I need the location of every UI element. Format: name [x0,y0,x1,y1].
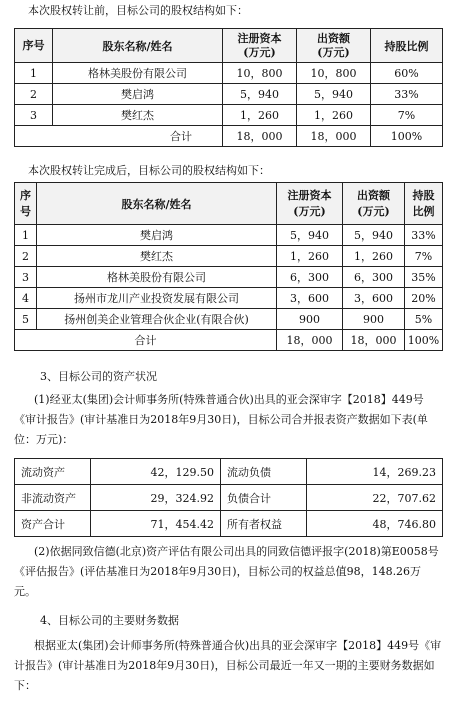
cell-index: 2 [15,84,53,105]
cell-value: 71，454.42 [91,511,221,537]
cell-value: 14，269.23 [307,459,443,485]
table-row [15,84,443,105]
cell-registered-capital: 10，800 [223,63,297,84]
header-index: 序号 [15,29,53,63]
cell-value: 48，746.80 [307,511,443,537]
appraisal-paragraph-2: (2)依据同致信德(北京)资产评估有限公司出具的同致信德评报字(2018)第E0058号《评估报告》(评估基准日为2018年9月30日)，目标公司的权益总值98，148.26万元。 [14,545,439,598]
equity-table-before [14,28,443,147]
cell-registered-capital: 3，600 [277,288,343,309]
table-row [15,309,443,330]
cell-value: 29，324.92 [91,485,221,511]
total-registered-capital: 18，000 [277,330,343,351]
equity-table-after [14,182,443,351]
cell-value: 22，707.62 [307,485,443,511]
cell-shareholder: 樊红杰 [37,246,277,267]
cell-percentage: 35% [405,267,443,288]
cell-label: 资产合计 [15,511,91,537]
table-row [15,246,443,267]
total-contribution: 18，000 [343,330,405,351]
cell-registered-capital: 5，940 [223,84,297,105]
cell-shareholder: 樊红杰 [53,105,223,126]
table-row [15,288,443,309]
table-row [15,485,443,511]
cell-registered-capital: 6，300 [277,267,343,288]
header-contribution: 出资额 (万元) [343,183,405,225]
cell-index: 1 [15,225,37,246]
header-shareholder: 股东名称/姓名 [37,183,277,225]
cell-index: 5 [15,309,37,330]
cell-percentage: 20% [405,288,443,309]
table-row [15,267,443,288]
cell-shareholder: 樊启鸿 [53,84,223,105]
header-shareholder: 股东名称/姓名 [53,29,223,63]
header-index: 序 号 [15,183,37,225]
cell-shareholder: 扬州市龙川产业投资发展有限公司 [37,288,277,309]
cell-label: 流动资产 [15,459,91,485]
cell-contribution: 3，600 [343,288,405,309]
header-percentage: 持股 比例 [405,183,443,225]
cell-value: 42，129.50 [91,459,221,485]
total-contribution: 18，000 [297,126,371,147]
cell-registered-capital: 1，260 [223,105,297,126]
header-registered-capital: 注册资本 (万元) [223,29,297,63]
cell-label: 负债合计 [221,485,307,511]
cell-percentage: 33% [371,84,443,105]
cell-contribution: 5，940 [343,225,405,246]
audit-paragraph-3: 根据亚太(集团)会计师事务所(特殊普通合伙)出具的亚会深审字【2018】449号《审计报告》(审计基准日为2018年9月30日)，目标公司最近一年又一期的主要财务数据如下： [14,639,442,692]
total-label: 合计 [15,126,223,147]
table-total-row [15,330,443,351]
table-row [15,225,443,246]
cell-contribution: 900 [343,309,405,330]
cell-contribution: 6，300 [343,267,405,288]
total-percentage: 100% [405,330,443,351]
table-row [15,459,443,485]
cell-shareholder: 格林美股份有限公司 [37,267,277,288]
cell-percentage: 7% [405,246,443,267]
table-row [15,511,443,537]
header-contribution: 出资额 (万元) [297,29,371,63]
total-percentage: 100% [371,126,443,147]
header-registered-capital: 注册资本 (万元) [277,183,343,225]
cell-shareholder: 樊启鸿 [37,225,277,246]
cell-registered-capital: 5，940 [277,225,343,246]
cell-registered-capital: 900 [277,309,343,330]
table-header-row [15,29,443,63]
cell-registered-capital: 1，260 [277,246,343,267]
asset-summary-table [14,458,443,537]
cell-index: 3 [15,105,53,126]
table-header-row [15,183,443,225]
audit-paragraph-1: (1)经亚太(集团)会计师事务所(特殊普通合伙)出具的亚会深审字【2018】449号《审计报告》(审计基准日为2018年9月30日)，目标公司合并报表资产数据如下表(单位：万元)： [14,393,428,446]
cell-percentage: 60% [371,63,443,84]
total-label: 合计 [15,330,277,351]
cell-percentage: 7% [371,105,443,126]
cell-contribution: 1，260 [343,246,405,267]
cell-contribution: 5，940 [297,84,371,105]
cell-percentage: 5% [405,309,443,330]
table-total-row [15,126,443,147]
intro-before-transfer: 本次股权转让前，目标公司的股权结构如下： [28,4,248,17]
cell-shareholder: 格林美股份有限公司 [53,63,223,84]
cell-contribution: 1，260 [297,105,371,126]
header-percentage: 持股比例 [371,29,443,63]
section-4-heading: 4、目标公司的主要财务数据 [40,614,179,627]
cell-contribution: 10，800 [297,63,371,84]
cell-shareholder: 扬州创美企业管理合伙企业(有限合伙) [37,309,277,330]
cell-index: 2 [15,246,37,267]
cell-label: 流动负债 [221,459,307,485]
total-registered-capital: 18，000 [223,126,297,147]
section-3-heading: 3、目标公司的资产状况 [40,370,157,383]
cell-percentage: 33% [405,225,443,246]
cell-index: 1 [15,63,53,84]
intro-after-transfer: 本次股权转让完成后，目标公司的股权结构如下： [28,164,270,177]
cell-index: 3 [15,267,37,288]
cell-index: 4 [15,288,37,309]
table-row [15,63,443,84]
table-row [15,105,443,126]
cell-label: 非流动资产 [15,485,91,511]
cell-label: 所有者权益 [221,511,307,537]
